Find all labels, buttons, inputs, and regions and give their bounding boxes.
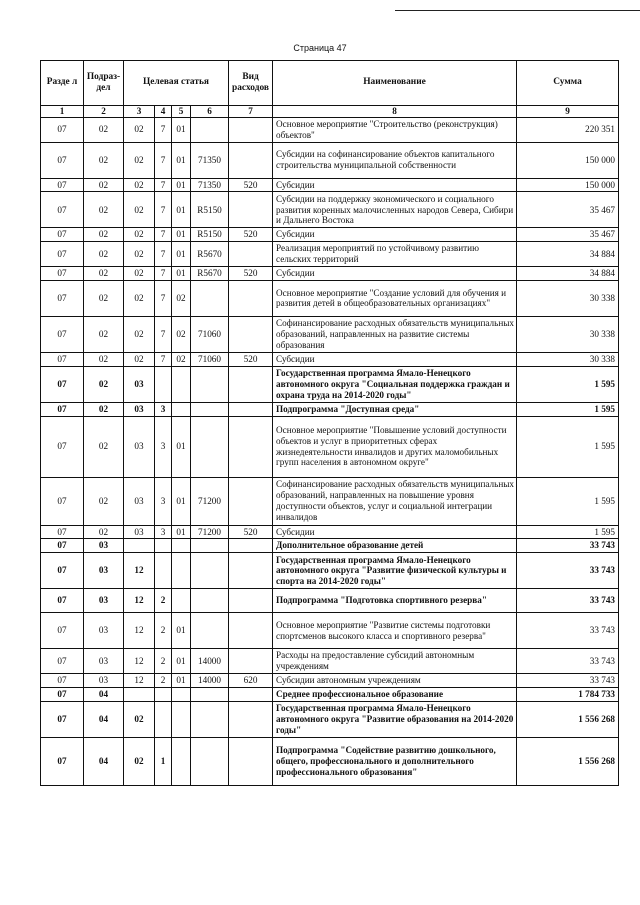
section-code: 07 <box>41 649 84 674</box>
table-row <box>41 280 619 316</box>
subsection-code: 03 <box>84 674 124 688</box>
section-code: 07 <box>41 242 84 267</box>
row-sum: 33 743 <box>517 613 619 649</box>
direction-code: R5670 <box>191 267 229 281</box>
subprogram-code: 2 <box>155 589 172 613</box>
program-code: 02 <box>124 701 155 737</box>
column-number: 3 <box>124 106 155 118</box>
table-row <box>41 316 619 352</box>
table-row <box>41 228 619 242</box>
expense-type-code <box>229 589 273 613</box>
table-row <box>41 366 619 402</box>
program-code: 03 <box>124 416 155 477</box>
program-code <box>124 687 155 701</box>
direction-code <box>191 737 229 785</box>
row-name: Дополнительное образование детей <box>273 539 517 553</box>
row-name: Расходы на предоставление субсидий автономным учреждениям <box>273 649 517 674</box>
program-code: 03 <box>124 525 155 539</box>
row-sum: 1 784 733 <box>517 687 619 701</box>
row-name: Софинансирование расходных обязательств муниципальных образований, направленных на повышение уровня доступности объектов, услуг и социальной интеграции инвалидов <box>273 477 517 525</box>
subsection-code: 02 <box>84 178 124 192</box>
subsection-code: 02 <box>84 316 124 352</box>
table-row <box>41 242 619 267</box>
table-row <box>41 539 619 553</box>
subprogram-code: 7 <box>155 178 172 192</box>
section-code: 07 <box>41 613 84 649</box>
direction-code <box>191 613 229 649</box>
program-code <box>124 539 155 553</box>
direction-code: 71060 <box>191 316 229 352</box>
row-sum: 150 000 <box>517 142 619 178</box>
subsection-code: 02 <box>84 192 124 228</box>
row-name: Подпрограмма "Содействие развитию дошкольного, общего, профессионального и дополнительного профессионального образования" <box>273 737 517 785</box>
column-number: 2 <box>84 106 124 118</box>
subsection-code: 04 <box>84 737 124 785</box>
table-row <box>41 701 619 737</box>
section-code: 07 <box>41 553 84 589</box>
table-row <box>41 553 619 589</box>
row-sum: 30 338 <box>517 316 619 352</box>
subprogram-code: 7 <box>155 352 172 366</box>
section-code: 07 <box>41 192 84 228</box>
expense-type-code <box>229 316 273 352</box>
expense-type-code <box>229 737 273 785</box>
row-sum: 30 338 <box>517 280 619 316</box>
activity-code: 01 <box>172 674 191 688</box>
table-row <box>41 477 619 525</box>
subprogram-code <box>155 366 172 402</box>
program-code: 02 <box>124 316 155 352</box>
subsection-code: 03 <box>84 613 124 649</box>
program-code: 02 <box>124 117 155 142</box>
subprogram-code: 7 <box>155 228 172 242</box>
table-row <box>41 117 619 142</box>
program-code: 02 <box>124 267 155 281</box>
header-row <box>41 61 619 106</box>
table-row <box>41 674 619 688</box>
row-sum: 1 556 268 <box>517 701 619 737</box>
direction-code: 71200 <box>191 525 229 539</box>
section-code: 07 <box>41 280 84 316</box>
direction-code: 14000 <box>191 649 229 674</box>
section-code: 07 <box>41 316 84 352</box>
expense-type-code: 520 <box>229 228 273 242</box>
section-code: 07 <box>41 539 84 553</box>
subsection-code: 02 <box>84 267 124 281</box>
direction-code: 14000 <box>191 674 229 688</box>
expense-type-code <box>229 553 273 589</box>
expense-type-code <box>229 280 273 316</box>
header-sum: Сумма <box>517 61 619 106</box>
section-code: 07 <box>41 701 84 737</box>
table-row <box>41 142 619 178</box>
table-row <box>41 352 619 366</box>
row-sum: 1 595 <box>517 402 619 416</box>
section-code: 07 <box>41 178 84 192</box>
section-code: 07 <box>41 267 84 281</box>
direction-code <box>191 366 229 402</box>
row-name: Среднее профессиональное образование <box>273 687 517 701</box>
row-name: Государственная программа Ямало-Ненецкого автономного округа "Развитие образования на 2014-2020 годы" <box>273 701 517 737</box>
row-sum: 33 743 <box>517 674 619 688</box>
table-row <box>41 192 619 228</box>
activity-code: 01 <box>172 242 191 267</box>
row-name: Софинансирование расходных обязательств муниципальных образований, направленных на развитие системы образования <box>273 316 517 352</box>
expense-type-code: 520 <box>229 352 273 366</box>
subsection-code: 03 <box>84 649 124 674</box>
page-number: Страница 47 <box>293 43 347 53</box>
activity-code: 01 <box>172 192 191 228</box>
column-number: 7 <box>229 106 273 118</box>
row-sum: 30 338 <box>517 352 619 366</box>
row-name: Основное мероприятие "Повышение условий доступности объектов и услуг в приоритетных сферах жизнедеятельности инвалидов и других маломобильных групп населения в автономном округе" <box>273 416 517 477</box>
direction-code: R5150 <box>191 192 229 228</box>
row-sum: 1 595 <box>517 366 619 402</box>
section-code: 07 <box>41 142 84 178</box>
row-sum: 35 467 <box>517 228 619 242</box>
row-sum: 34 884 <box>517 242 619 267</box>
direction-code <box>191 416 229 477</box>
section-code: 07 <box>41 352 84 366</box>
row-name: Субсидии на софинансирование объектов капитального строительства муниципальной собственности <box>273 142 517 178</box>
row-sum: 1 595 <box>517 477 619 525</box>
expense-type-code <box>229 477 273 525</box>
row-sum: 33 743 <box>517 539 619 553</box>
row-name: Субсидии автономным учреждениям <box>273 674 517 688</box>
expense-type-code <box>229 701 273 737</box>
direction-code: 71350 <box>191 178 229 192</box>
top-edge-line <box>395 10 640 11</box>
header-name: Наименование <box>273 61 517 106</box>
activity-code: 01 <box>172 525 191 539</box>
row-sum: 220 351 <box>517 117 619 142</box>
column-number: 6 <box>191 106 229 118</box>
header-expense-type: Вид расходов <box>229 61 273 106</box>
subprogram-code: 3 <box>155 525 172 539</box>
subsection-code: 03 <box>84 553 124 589</box>
row-name: Государственная программа Ямало-Ненецкого автономного округа "Развитие физической культуры и спорта на 2014-2020 годы" <box>273 553 517 589</box>
subprogram-code: 3 <box>155 402 172 416</box>
row-name: Государственная программа Ямало-Ненецкого автономного округа "Социальная поддержка граждан и охрана труда на 2014-2020 годы" <box>273 366 517 402</box>
table-row <box>41 402 619 416</box>
subsection-code: 02 <box>84 228 124 242</box>
section-code: 07 <box>41 402 84 416</box>
activity-code: 02 <box>172 280 191 316</box>
activity-code <box>172 366 191 402</box>
program-code: 02 <box>124 178 155 192</box>
direction-code <box>191 402 229 416</box>
subprogram-code: 2 <box>155 674 172 688</box>
direction-code: 71350 <box>191 142 229 178</box>
header-subsection: Подраз- дел <box>84 61 124 106</box>
row-sum: 33 743 <box>517 589 619 613</box>
section-code: 07 <box>41 416 84 477</box>
subprogram-code: 3 <box>155 416 172 477</box>
subprogram-code <box>155 539 172 553</box>
subprogram-code: 2 <box>155 613 172 649</box>
subsection-code: 02 <box>84 280 124 316</box>
row-sum: 1 556 268 <box>517 737 619 785</box>
direction-code <box>191 687 229 701</box>
subprogram-code: 7 <box>155 316 172 352</box>
expense-type-code: 520 <box>229 267 273 281</box>
subsection-code: 03 <box>84 539 124 553</box>
activity-code <box>172 701 191 737</box>
program-code: 03 <box>124 402 155 416</box>
expense-type-code <box>229 539 273 553</box>
direction-code: R5150 <box>191 228 229 242</box>
subsection-code: 02 <box>84 366 124 402</box>
program-code: 02 <box>124 242 155 267</box>
row-sum: 1 595 <box>517 416 619 477</box>
row-name: Субсидии <box>273 228 517 242</box>
direction-code <box>191 539 229 553</box>
subsection-code: 02 <box>84 402 124 416</box>
section-code: 07 <box>41 687 84 701</box>
row-name: Основное мероприятие "Развитие системы подготовки спортсменов высокого класса и спортивного резерва" <box>273 613 517 649</box>
expense-type-code <box>229 649 273 674</box>
direction-code: 71200 <box>191 477 229 525</box>
column-number: 8 <box>273 106 517 118</box>
program-code: 12 <box>124 589 155 613</box>
subsection-code: 03 <box>84 589 124 613</box>
row-name: Подпрограмма "Подготовка спортивного резерва" <box>273 589 517 613</box>
activity-code: 01 <box>172 613 191 649</box>
row-name: Субсидии <box>273 525 517 539</box>
subsection-code: 02 <box>84 142 124 178</box>
row-name: Субсидии на поддержку экономического и социального развития коренных малочисленных народов Севера, Сибири и Дальнего Востока <box>273 192 517 228</box>
table-row <box>41 525 619 539</box>
program-code: 02 <box>124 737 155 785</box>
activity-code <box>172 589 191 613</box>
program-code: 12 <box>124 649 155 674</box>
subprogram-code: 7 <box>155 280 172 316</box>
subsection-code: 02 <box>84 416 124 477</box>
subprogram-code <box>155 687 172 701</box>
activity-code: 01 <box>172 267 191 281</box>
section-code: 07 <box>41 366 84 402</box>
subprogram-code: 7 <box>155 142 172 178</box>
activity-code <box>172 402 191 416</box>
direction-code <box>191 280 229 316</box>
direction-code <box>191 701 229 737</box>
direction-code <box>191 553 229 589</box>
column-number: 9 <box>517 106 619 118</box>
program-code: 02 <box>124 352 155 366</box>
program-code: 02 <box>124 280 155 316</box>
header-section: Разде л <box>41 61 84 106</box>
section-code: 07 <box>41 525 84 539</box>
subsection-code: 02 <box>84 525 124 539</box>
section-code: 07 <box>41 477 84 525</box>
direction-code: 71060 <box>191 352 229 366</box>
table-row <box>41 267 619 281</box>
column-number: 5 <box>172 106 191 118</box>
activity-code <box>172 539 191 553</box>
row-sum: 33 743 <box>517 553 619 589</box>
program-code: 02 <box>124 192 155 228</box>
table-row <box>41 613 619 649</box>
row-name: Подпрограмма "Доступная среда" <box>273 402 517 416</box>
activity-code: 01 <box>172 142 191 178</box>
row-name: Основное мероприятие "Создание условий для обучения и развития детей в общеобразовательных организациях" <box>273 280 517 316</box>
direction-code <box>191 589 229 613</box>
expense-type-code <box>229 242 273 267</box>
activity-code: 01 <box>172 416 191 477</box>
activity-code: 01 <box>172 477 191 525</box>
table-row <box>41 649 619 674</box>
subprogram-code: 1 <box>155 737 172 785</box>
expense-type-code: 520 <box>229 525 273 539</box>
expense-type-code <box>229 192 273 228</box>
activity-code: 01 <box>172 649 191 674</box>
activity-code: 02 <box>172 352 191 366</box>
activity-code: 01 <box>172 178 191 192</box>
table-row <box>41 737 619 785</box>
row-sum: 150 000 <box>517 178 619 192</box>
direction-code <box>191 117 229 142</box>
section-code: 07 <box>41 117 84 142</box>
section-code: 07 <box>41 228 84 242</box>
activity-code <box>172 737 191 785</box>
subsection-code: 02 <box>84 117 124 142</box>
column-number: 1 <box>41 106 84 118</box>
column-number: 4 <box>155 106 172 118</box>
program-code: 12 <box>124 674 155 688</box>
row-name: Субсидии <box>273 178 517 192</box>
row-sum: 35 467 <box>517 192 619 228</box>
subprogram-code: 3 <box>155 477 172 525</box>
row-sum: 1 595 <box>517 525 619 539</box>
expense-type-code <box>229 402 273 416</box>
header-target-article: Целевая статья <box>124 61 229 106</box>
subprogram-code: 7 <box>155 267 172 281</box>
row-sum: 34 884 <box>517 267 619 281</box>
row-sum: 33 743 <box>517 649 619 674</box>
program-code: 12 <box>124 553 155 589</box>
table-row <box>41 416 619 477</box>
activity-code: 02 <box>172 316 191 352</box>
expense-type-code <box>229 613 273 649</box>
section-code: 07 <box>41 589 84 613</box>
row-name: Реализация мероприятий по устойчивому развитию сельских территорий <box>273 242 517 267</box>
activity-code <box>172 687 191 701</box>
program-code: 03 <box>124 477 155 525</box>
program-code: 02 <box>124 228 155 242</box>
table-row <box>41 178 619 192</box>
column-number-row <box>41 106 619 118</box>
section-code: 07 <box>41 674 84 688</box>
subprogram-code: 7 <box>155 242 172 267</box>
subprogram-code <box>155 553 172 589</box>
activity-code <box>172 553 191 589</box>
subprogram-code: 7 <box>155 192 172 228</box>
section-code: 07 <box>41 737 84 785</box>
program-code: 12 <box>124 613 155 649</box>
subprogram-code <box>155 701 172 737</box>
row-name: Основное мероприятие "Строительство (реконструкция) объектов" <box>273 117 517 142</box>
table-row <box>41 687 619 701</box>
subsection-code: 02 <box>84 242 124 267</box>
expense-type-code: 520 <box>229 178 273 192</box>
direction-code: R5670 <box>191 242 229 267</box>
subprogram-code: 7 <box>155 117 172 142</box>
expense-type-code: 620 <box>229 674 273 688</box>
expense-type-code <box>229 687 273 701</box>
program-code: 02 <box>124 142 155 178</box>
subsection-code: 04 <box>84 687 124 701</box>
expense-type-code <box>229 142 273 178</box>
subsection-code: 04 <box>84 701 124 737</box>
program-code: 03 <box>124 366 155 402</box>
table-row <box>41 589 619 613</box>
row-name: Субсидии <box>273 267 517 281</box>
subprogram-code: 2 <box>155 649 172 674</box>
budget-table <box>40 60 619 786</box>
expense-type-code <box>229 416 273 477</box>
activity-code: 01 <box>172 228 191 242</box>
subsection-code: 02 <box>84 477 124 525</box>
expense-type-code <box>229 366 273 402</box>
activity-code: 01 <box>172 117 191 142</box>
subsection-code: 02 <box>84 352 124 366</box>
row-name: Субсидии <box>273 352 517 366</box>
expense-type-code <box>229 117 273 142</box>
